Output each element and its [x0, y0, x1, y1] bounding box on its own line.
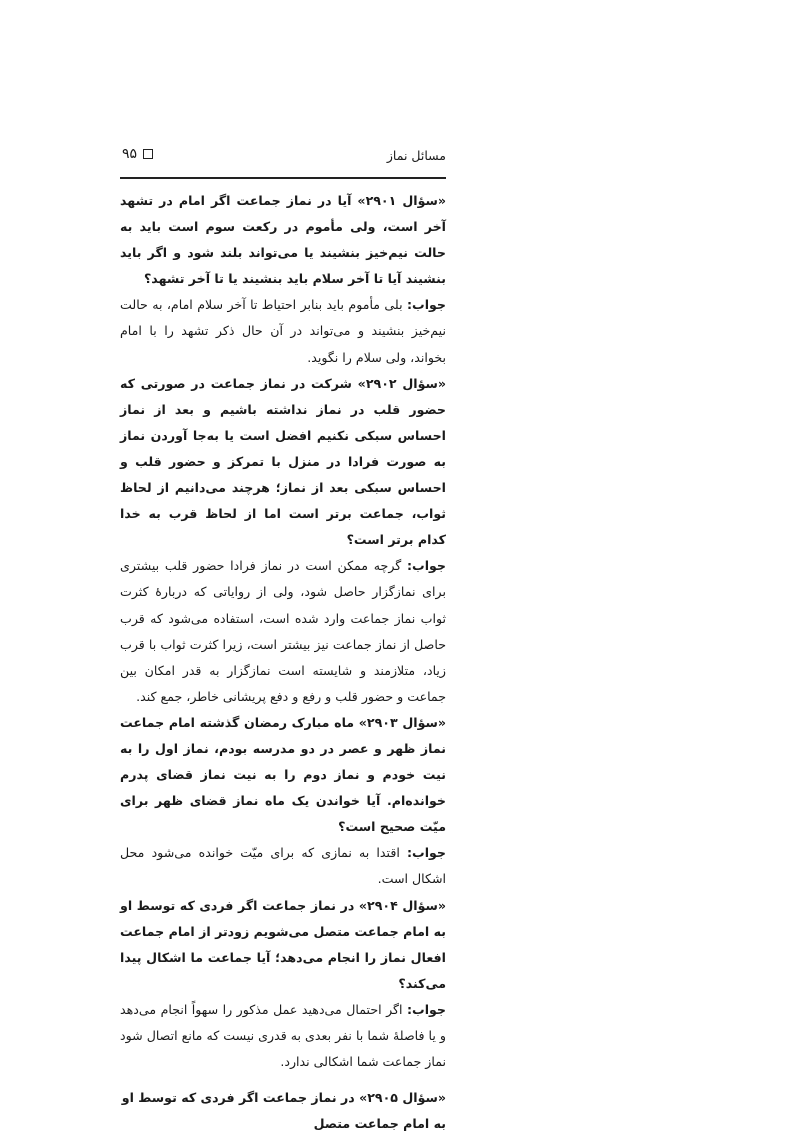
- page-number: ۹۵: [122, 146, 138, 162]
- answer-2901: [120, 292, 446, 370]
- answer-2902: [120, 553, 446, 710]
- running-title: مسائل نماز: [386, 148, 446, 163]
- question-2901: «سؤال ۲۹۰۱» آیا در نماز جماعت اگر امام در تشهد آخر است، ولی مأموم در رکعت سوم است باید به حالت نیم‌خیز بنشیند یا می‌تواند بلند شود و اگر باید بنشیند آیا تا آخر سلام باید بنشیند یا تا آخر تشهد؟: [120, 193, 446, 287]
- answer-label: جواب:: [407, 297, 446, 313]
- answer-text: اگر احتمال می‌دهید عمل مذکور را سهواً انجام می‌دهد و یا فاصلهٔ شما با نفر بعدی به قدری نیست که مانع اتصال شود نماز جماعت شما اشکالی ندارد.: [120, 1001, 446, 1070]
- question-2904: «سؤال ۲۹۰۴» در نماز جماعت اگر فردی که توسط او به امام جماعت متصل می‌شویم زودتر از امام جماعت افعال نماز را انجام می‌دهد؛ آیا جماعت ما اشکال پیدا می‌کند؟: [120, 897, 447, 991]
- answer-text: گرچه ممکن است در نماز فرادا حضور قلب بیشتری برای نمازگزار حاصل شود، ولی از روایاتی که دربارهٔ کثرت ثواب نماز جماعت وارد شده است، استفاده می‌شود که قرب حاصل از نماز جماعت نیز بیشتر است، زیرا کثرت ثواب با قرب زیاد، متلازمند و شایسته است نمازگزار به قدر امکان بین جماعت و حضور قلب و رفع و دفع پریشانی خاطر، جمع کند.: [120, 558, 446, 704]
- question-2902: «سؤال ۲۹۰۲» شرکت در نماز جماعت در صورتی که حضور قلب در نماز نداشته باشیم و بعد از نماز احساس سبکی نکنیم افضل است یا به‌جا آوردن نماز به صورت فرادا در منزل با تمرکز و حضور قلب و احساس سبکی بعد از نماز؛ هرچند می‌دانیم از لحاظ ثواب، جماعت برتر است اما از لحاظ قرب به خدا کدام برتر است؟: [120, 375, 446, 548]
- answer-2904: [120, 997, 446, 1075]
- question-2903: «سؤال ۲۹۰۳» ماه مبارک رمضان گذشته امام جماعت نماز ظهر و عصر در دو مدرسه بودم، نماز اول را به نیت خودم و نماز دوم را به نیت نماز قضای پدرم خوانده‌ام. آیا خواندن یک ماه نماز قضای ظهر برای میّت صحیح است؟: [120, 714, 447, 835]
- square-ornament-icon: [143, 149, 153, 159]
- answer-label: جواب:: [407, 1001, 446, 1017]
- page-number-block: [122, 146, 153, 162]
- cut-off-line: «سؤال ۲۹۰۵» در نماز جماعت اگر فردی که توسط او به امام جماعت متصل: [121, 1090, 446, 1131]
- answer-2903: [120, 840, 446, 892]
- answer-label: جواب:: [407, 558, 446, 574]
- answer-text: بلی مأموم باید بنابر احتیاط تا آخر سلام امام، به حالت نیم‌خیز بنشیند و می‌تواند در آن حال ذکر تشهد را با امام بخواند، ولی سلام را نگوید.: [120, 297, 446, 365]
- header-rule: [120, 177, 446, 179]
- answer-text: اقتدا به نمازی که برای میّت خوانده می‌شود محل اشکال است.: [120, 845, 446, 887]
- answer-label: جواب:: [407, 845, 446, 861]
- page-header: [120, 146, 446, 168]
- page-body: [120, 188, 446, 1075]
